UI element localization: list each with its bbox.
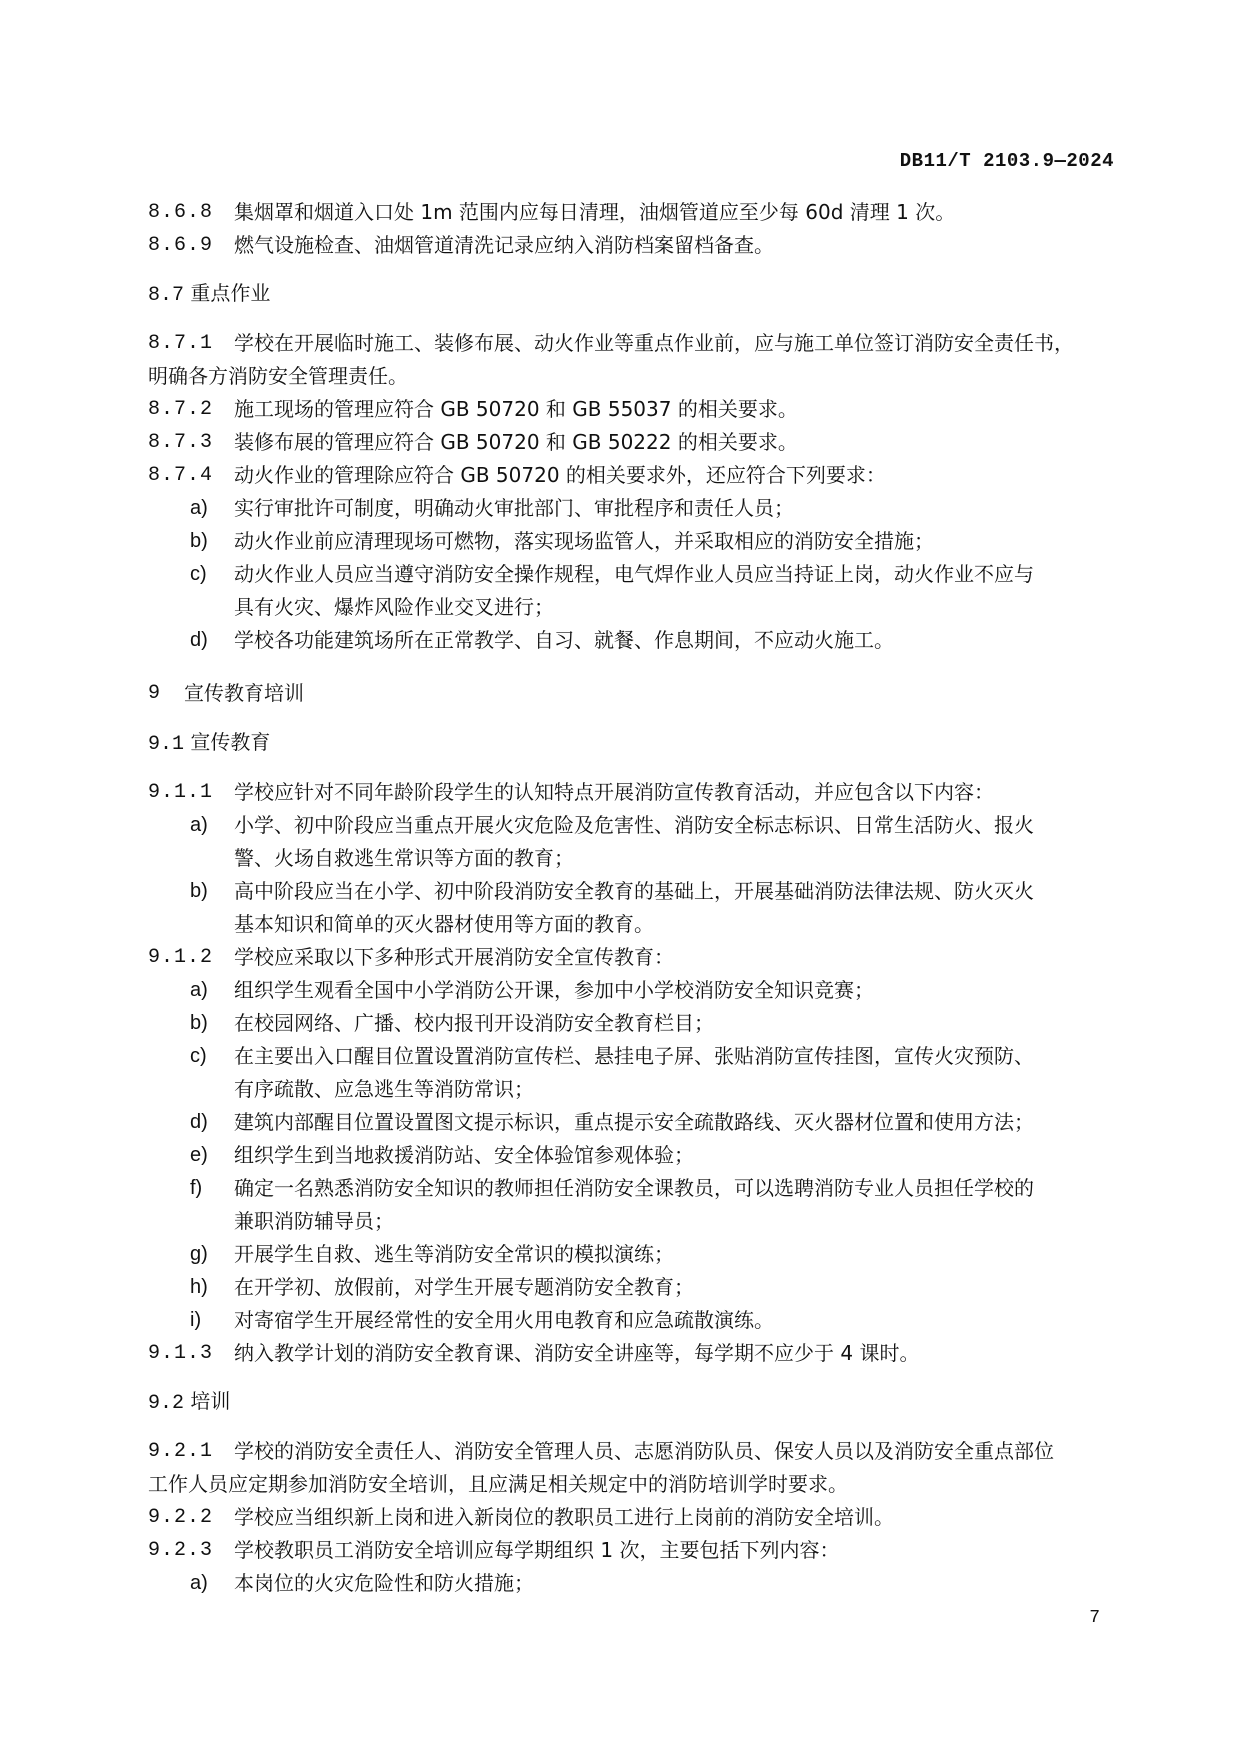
- list-item-label: d): [190, 1111, 208, 1133]
- clause-9-2-3: [148, 1534, 1114, 1567]
- list-item-continuation: 有序疏散、应急逃生等消防常识；: [234, 1077, 534, 1101]
- list-item-line: 在主要出入口醒目位置设置消防宣传栏、悬挂电子屏、张贴消防宣传挂图，宣传火灾预防、: [234, 1044, 1034, 1068]
- list-item-label: c): [190, 1045, 207, 1067]
- clause-text: 集烟罩和烟道入口处 1m 范围内应每日清理，油烟管道应至少每 60d 清理 1 次。: [234, 200, 956, 224]
- list-item-label: c): [190, 563, 207, 585]
- clause-text: 学校应针对不同年龄阶段学生的认知特点开展消防宣传教育活动，并应包含以下内容：: [234, 780, 994, 804]
- clause-number: 9.1.2: [148, 946, 214, 969]
- clause-text: 学校教职员工消防安全培训应每学期组织 1 次，主要包括下列内容：: [234, 1538, 840, 1562]
- chapter-heading-9: [148, 677, 1114, 710]
- clause-number: 8.6.9: [148, 234, 214, 257]
- section-number: 9.2: [148, 1392, 185, 1415]
- section-title: 宣传教育: [190, 730, 271, 754]
- clause-9-1-3: [148, 1337, 1114, 1370]
- list-item-label: d): [190, 629, 208, 651]
- section-number: 8.7: [148, 284, 185, 307]
- standard-code-header: DB11/T 2103.9—2024: [899, 150, 1114, 172]
- list-item: [148, 624, 1114, 657]
- chapter-title: 宣传教育培训: [184, 681, 304, 705]
- list-item-label: b): [190, 530, 208, 552]
- list-item: [148, 1304, 1114, 1337]
- clause-number: 9.1.1: [148, 781, 214, 804]
- section-heading-8-7: [148, 277, 1114, 312]
- list-item-line: 动火作业人员应当遵守消防安全操作规程，电气焊作业人员应当持证上岗，动火作业不应与: [234, 562, 1034, 586]
- list-item: [148, 1040, 1114, 1106]
- clause-number: 9.1.3: [148, 1342, 214, 1365]
- list-item-text: [234, 558, 1114, 624]
- list-item: [148, 1007, 1114, 1040]
- list-item-text: 开展学生自救、逃生等消防安全常识的模拟演练；: [234, 1242, 674, 1266]
- clause-number: 9.2.3: [148, 1539, 214, 1562]
- clause-8-6-9: [148, 229, 1114, 262]
- list-item-text: [234, 875, 1114, 941]
- list-item-line: 确定一名熟悉消防安全知识的教师担任消防安全课教员，可以选聘消防专业人员担任学校的: [234, 1176, 1034, 1200]
- list-item: [148, 1567, 1114, 1600]
- list-item-label: e): [190, 1144, 208, 1166]
- clause-9-1-1: [148, 776, 1114, 809]
- list-item: [148, 1139, 1114, 1172]
- section-title: 培训: [190, 1389, 231, 1413]
- list-item-text: 实行审批许可制度，明确动火审批部门、审批程序和责任人员；: [234, 496, 794, 520]
- clause-8-6-8: [148, 196, 1114, 229]
- chapter-number: 9: [148, 682, 161, 705]
- list-item-label: a): [190, 497, 208, 519]
- list-item-text: [234, 1172, 1114, 1238]
- list-item-label: f): [190, 1177, 203, 1199]
- list-item: [148, 558, 1114, 624]
- clause-text: 纳入教学计划的消防安全教育课、消防安全讲座等，每学期不应少于 4 课时。: [234, 1341, 920, 1365]
- list-item: [148, 1106, 1114, 1139]
- clause-number: 8.6.8: [148, 201, 214, 224]
- clause-continuation: 明确各方消防安全管理责任。: [148, 364, 408, 388]
- list-item-label: i): [190, 1309, 202, 1331]
- list-item-text: [234, 809, 1114, 875]
- list-item-line: 小学、初中阶段应当重点开展火灾危险及危害性、消防安全标志标识、日常生活防火、报火: [234, 813, 1034, 837]
- list-item-label: g): [190, 1243, 208, 1265]
- list-item: [148, 525, 1114, 558]
- list-item-text: 学校各功能建筑场所在正常教学、自习、就餐、作息期间，不应动火施工。: [234, 628, 894, 652]
- clause-8-7-3: [148, 426, 1114, 459]
- list-item-text: 本岗位的火灾危险性和防火措施；: [234, 1571, 534, 1595]
- list-item-label: b): [190, 1012, 208, 1034]
- list-item-continuation: 警、火场自救逃生常识等方面的教育；: [234, 846, 574, 870]
- list-item: [148, 1271, 1114, 1304]
- list-item-text: 对寄宿学生开展经常性的安全用火用电教育和应急疏散演练。: [234, 1308, 774, 1332]
- list-item-label: a): [190, 979, 208, 1001]
- clause-text: 施工现场的管理应符合 GB 50720 和 GB 55037 的相关要求。: [234, 397, 798, 421]
- list-item-text: 建筑内部醒目位置设置图文提示标识，重点提示安全疏散路线、灭火器材位置和使用方法；: [234, 1110, 1034, 1134]
- clause-text: 学校的消防安全责任人、消防安全管理人员、志愿消防队员、保安人员以及消防安全重点部位: [234, 1439, 1054, 1463]
- list-item-text: 在校园网络、广播、校内报刊开设消防安全教育栏目；: [234, 1011, 714, 1035]
- clause-continuation: 工作人员应定期参加消防安全培训，且应满足相关规定中的消防培训学时要求。: [148, 1472, 848, 1496]
- clause-text: 学校在开展临时施工、装修布展、动火作业等重点作业前，应与施工单位签订消防安全责任书，: [234, 331, 1074, 355]
- section-title: 重点作业: [190, 281, 271, 305]
- section-heading-9-1: [148, 726, 1114, 761]
- list-item: [148, 1238, 1114, 1271]
- list-item-label: a): [190, 1572, 208, 1594]
- page-number: 7: [1089, 1608, 1100, 1628]
- clause-number: 8.7.4: [148, 464, 214, 487]
- clause-number: 8.7.2: [148, 398, 214, 421]
- list-item-label: a): [190, 814, 208, 836]
- list-item-continuation: 兼职消防辅导员；: [234, 1209, 394, 1233]
- clause-text: 燃气设施检查、油烟管道清洗记录应纳入消防档案留档备查。: [234, 233, 774, 257]
- clause-9-1-2: [148, 941, 1114, 974]
- clause-8-7-1: [148, 327, 1114, 360]
- clause-number: 9.2.2: [148, 1506, 214, 1529]
- list-item-label: b): [190, 880, 208, 902]
- clause-number: 8.7.1: [148, 332, 214, 355]
- clause-number: 9.2.1: [148, 1440, 214, 1463]
- list-item: [148, 492, 1114, 525]
- clause-text: 学校应采取以下多种形式开展消防安全宣传教育：: [234, 945, 674, 969]
- list-item: [148, 1172, 1114, 1238]
- list-item-line: 高中阶段应当在小学、初中阶段消防安全教育的基础上，开展基础消防法律法规、防火灭火: [234, 879, 1034, 903]
- list-item-label: h): [190, 1276, 208, 1298]
- section-heading-9-2: [148, 1385, 1114, 1420]
- clause-8-7-2: [148, 393, 1114, 426]
- list-item-continuation: 基本知识和简单的灭火器材使用等方面的教育。: [234, 912, 654, 936]
- clause-text: 动火作业的管理除应符合 GB 50720 的相关要求外，还应符合下列要求：: [234, 463, 886, 487]
- page-body: [148, 196, 1114, 1600]
- list-item-continuation: 具有火灾、爆炸风险作业交叉进行；: [234, 595, 554, 619]
- list-item-text: 组织学生观看全国中小学消防公开课，参加中小学校消防安全知识竞赛；: [234, 978, 874, 1002]
- clause-9-2-2: [148, 1501, 1114, 1534]
- list-item-text: 组织学生到当地救援消防站、安全体验馆参观体验；: [234, 1143, 694, 1167]
- clause-text: 学校应当组织新上岗和进入新岗位的教职员工进行上岗前的消防安全培训。: [234, 1505, 894, 1529]
- list-item-text: [234, 1040, 1114, 1106]
- clause-number: 8.7.3: [148, 431, 214, 454]
- list-item: [148, 974, 1114, 1007]
- list-item: [148, 875, 1114, 941]
- list-item-text: 在开学初、放假前，对学生开展专题消防安全教育；: [234, 1275, 694, 1299]
- list-item-text: 动火作业前应清理现场可燃物，落实现场监管人，并采取相应的消防安全措施；: [234, 529, 934, 553]
- section-number: 9.1: [148, 733, 185, 756]
- clause-8-7-4: [148, 459, 1114, 492]
- list-item: [148, 809, 1114, 875]
- clause-text: 装修布展的管理应符合 GB 50720 和 GB 50222 的相关要求。: [234, 430, 798, 454]
- clause-9-2-1: [148, 1435, 1114, 1468]
